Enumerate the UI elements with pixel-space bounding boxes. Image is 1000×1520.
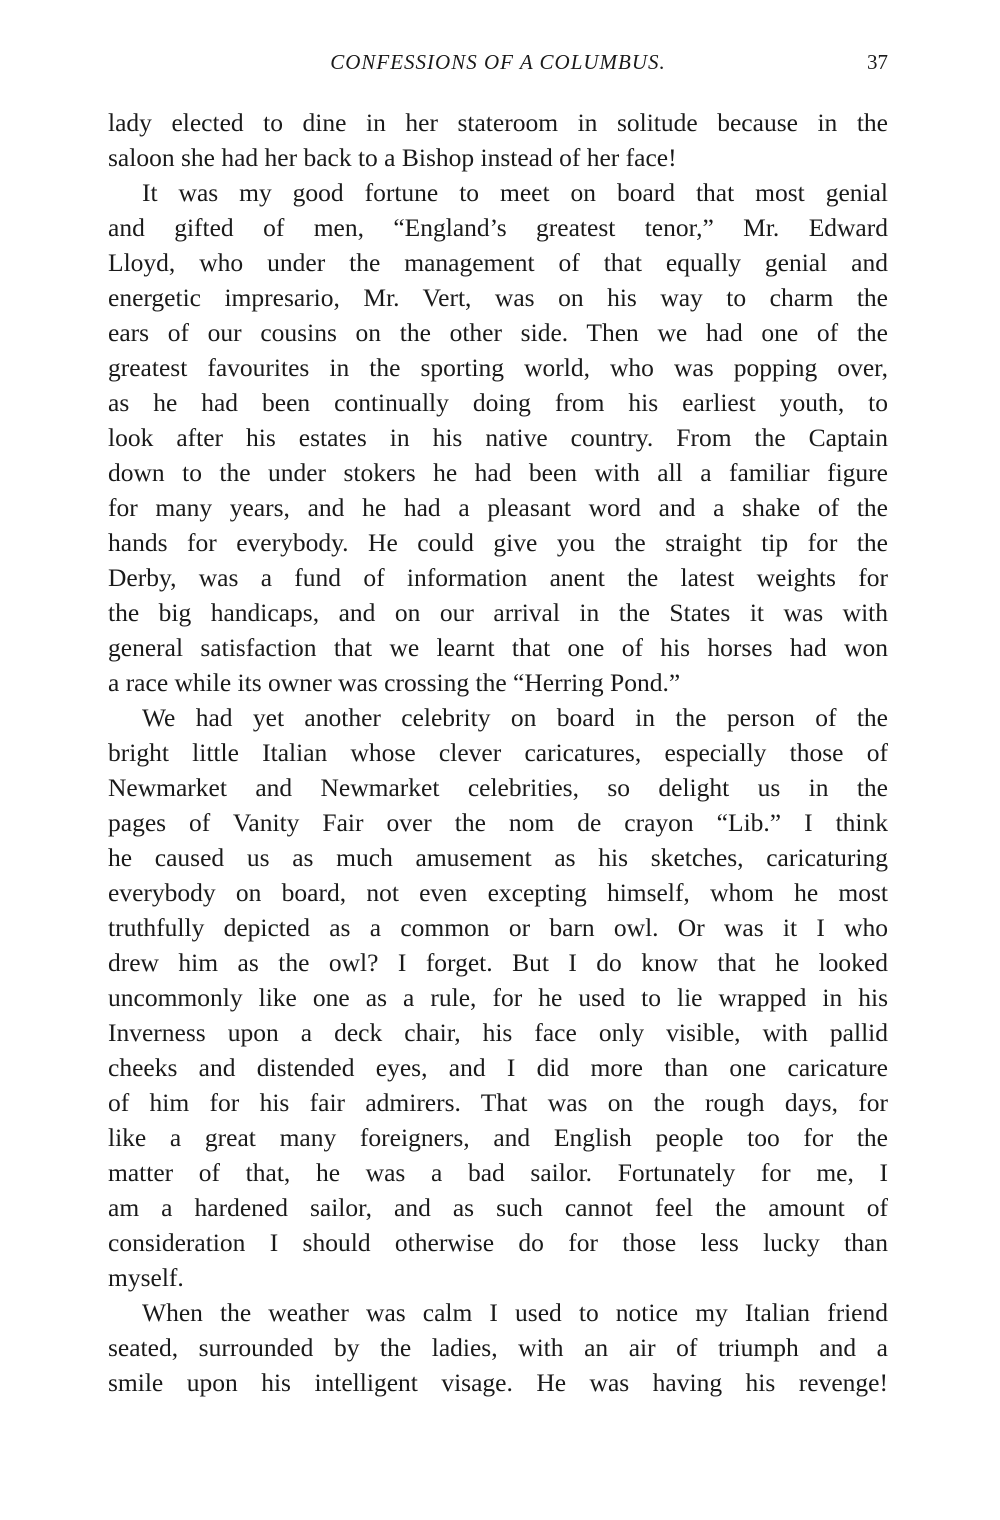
page-number: 37 <box>867 50 888 74</box>
text-line: everybody on board, not even excepting himself, whom he most <box>108 878 888 907</box>
text-line: he caused us as much amusement as his sketches, caricaturing <box>108 843 888 872</box>
text-line: We had yet another celebrity on board in the person of the <box>142 703 888 732</box>
text-line: hands for everybody. He could give you the straight tip for the <box>108 528 888 557</box>
text-line: look after his estates in his native country. From the Captain <box>108 423 888 452</box>
running-header <box>108 50 888 84</box>
text-line: a race while its owner was crossing the “Herring Pond.” <box>108 668 681 697</box>
text-line: bright little Italian whose clever caricatures, especially those of <box>108 738 888 767</box>
text-line: matter of that, he was a bad sailor. Fortunately for me, I <box>108 1158 888 1187</box>
text-line: pages of Vanity Fair over the nom de crayon “Lib.” I think <box>108 808 888 837</box>
text-line: Newmarket and Newmarket celebrities, so delight us in the <box>108 773 888 802</box>
text-line: When the weather was calm I used to notice my Italian friend <box>142 1298 888 1327</box>
text-line: as he had been continually doing from his earliest youth, to <box>108 388 888 417</box>
body-text <box>108 105 888 1400</box>
text-line: ears of our cousins on the other side. Then we had one of the <box>108 318 888 347</box>
text-line: Lloyd, who under the management of that equally genial and <box>108 248 888 277</box>
text-line: It was my good fortune to meet on board that most genial <box>142 178 888 207</box>
text-line: down to the under stokers he had been with all a familiar figure <box>108 458 888 487</box>
text-line: the big handicaps, and on our arrival in the States it was with <box>108 598 888 627</box>
text-line: cheeks and distended eyes, and I did more than one caricature <box>108 1053 888 1082</box>
text-line: energetic impresario, Mr. Vert, was on his way to charm the <box>108 283 888 312</box>
text-line: for many years, and he had a pleasant word and a shake of the <box>108 493 888 522</box>
text-line: Inverness upon a deck chair, his face only visible, with pallid <box>108 1018 888 1047</box>
text-line: saloon she had her back to a Bishop instead of her face! <box>108 143 677 172</box>
text-line: drew him as the owl? I forget. But I do know that he looked <box>108 948 888 977</box>
text-line: smile upon his intelligent visage. He was having his revenge! <box>108 1368 888 1397</box>
text-line: truthfully depicted as a common or barn owl. Or was it I who <box>108 913 888 942</box>
running-title: CONFESSIONS OF A COLUMBUS. <box>330 50 666 74</box>
text-line: uncommonly like one as a rule, for he used to lie wrapped in his <box>108 983 888 1012</box>
text-line: of him for his fair admirers. That was on the rough days, for <box>108 1088 888 1117</box>
text-line: like a great many foreigners, and English people too for the <box>108 1123 888 1152</box>
text-line: lady elected to dine in her stateroom in solitude because in the <box>108 108 888 137</box>
text-line: consideration I should otherwise do for those less lucky than <box>108 1228 888 1257</box>
text-line: myself. <box>108 1263 184 1292</box>
text-line: am a hardened sailor, and as such cannot feel the amount of <box>108 1193 888 1222</box>
text-line: and gifted of men, “England’s greatest tenor,” Mr. Edward <box>108 213 888 242</box>
text-line: seated, surrounded by the ladies, with an air of triumph and a <box>108 1333 888 1362</box>
text-line: Derby, was a fund of information anent the latest weights for <box>108 563 888 592</box>
text-line: greatest favourites in the sporting world, who was popping over, <box>108 353 888 382</box>
text-line: general satisfaction that we learnt that one of his horses had won <box>108 633 888 662</box>
